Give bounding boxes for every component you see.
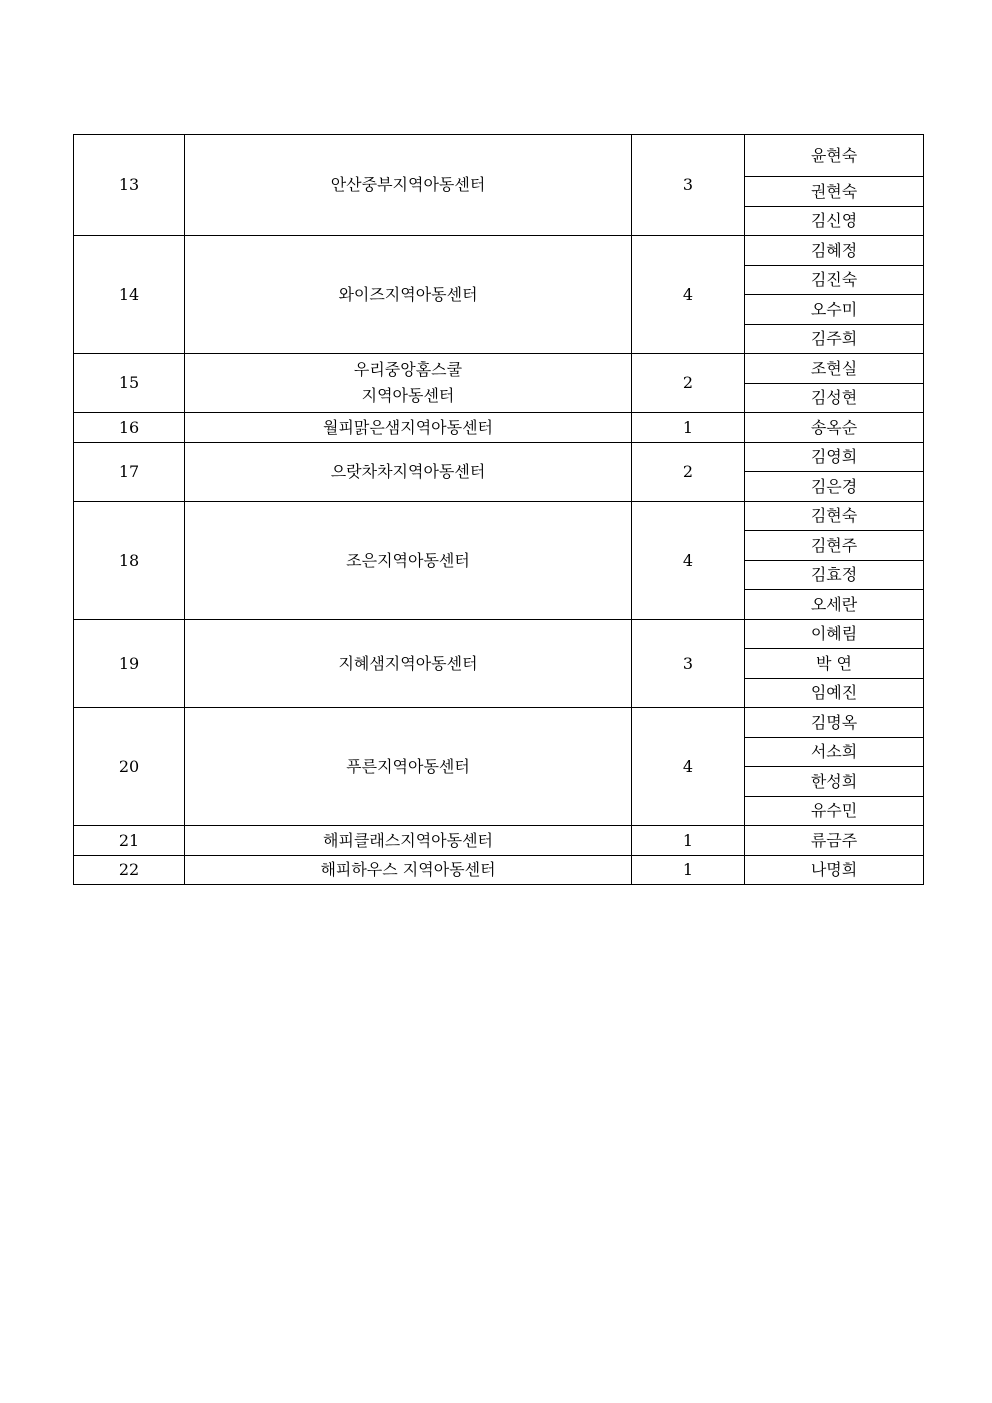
row-number: 20 [74, 708, 185, 826]
center-name-line-1: 우리중앙홈스쿨 [353, 360, 463, 379]
center-name: 월피맑은샘지역아동센터 [185, 413, 632, 443]
row-number: 19 [74, 620, 185, 708]
staff-name: 조현실 [745, 354, 924, 384]
staff-name: 송옥순 [745, 413, 924, 443]
staff-count: 1 [632, 826, 745, 856]
staff-name: 김명옥 [745, 708, 924, 738]
table-row [74, 502, 924, 531]
staff-name: 김신영 [745, 207, 924, 236]
table-row [74, 413, 924, 443]
table-row [74, 826, 924, 856]
center-staff-table [73, 134, 924, 885]
table-row [74, 708, 924, 738]
staff-count: 3 [632, 135, 745, 236]
row-number: 17 [74, 443, 185, 502]
row-number: 15 [74, 354, 185, 413]
center-name: 해피하우스 지역아동센터 [185, 856, 632, 885]
table-row [74, 443, 924, 472]
staff-name: 서소희 [745, 738, 924, 767]
row-number: 21 [74, 826, 185, 856]
center-name-line-2: 지역아동센터 [361, 386, 455, 405]
center-name [185, 354, 632, 413]
staff-name: 박 연 [745, 649, 924, 679]
staff-count: 3 [632, 620, 745, 708]
row-number: 18 [74, 502, 185, 620]
staff-name: 김현주 [745, 531, 924, 561]
row-number: 22 [74, 856, 185, 885]
table-row [74, 236, 924, 266]
staff-name: 유수민 [745, 797, 924, 826]
staff-name: 윤현숙 [745, 135, 924, 177]
staff-count: 2 [632, 443, 745, 502]
staff-name: 김주희 [745, 325, 924, 354]
staff-name: 류금주 [745, 826, 924, 856]
center-name: 푸른지역아동센터 [185, 708, 632, 826]
staff-name: 김성현 [745, 384, 924, 413]
staff-name: 김은경 [745, 472, 924, 502]
staff-name: 김영희 [745, 443, 924, 472]
staff-name: 김혜정 [745, 236, 924, 266]
table-row [74, 856, 924, 885]
staff-name: 오수미 [745, 295, 924, 325]
staff-name: 한성희 [745, 767, 924, 797]
row-number: 14 [74, 236, 185, 354]
center-name: 와이즈지역아동센터 [185, 236, 632, 354]
staff-name: 김현숙 [745, 502, 924, 531]
center-name: 안산중부지역아동센터 [185, 135, 632, 236]
staff-count: 4 [632, 502, 745, 620]
row-number: 16 [74, 413, 185, 443]
row-number: 13 [74, 135, 185, 236]
staff-count: 4 [632, 708, 745, 826]
table-row [74, 620, 924, 649]
staff-name: 김효정 [745, 561, 924, 590]
staff-count: 2 [632, 354, 745, 413]
staff-name: 이혜림 [745, 620, 924, 649]
staff-count: 1 [632, 413, 745, 443]
staff-name: 권현숙 [745, 177, 924, 207]
center-name: 해피클래스지역아동센터 [185, 826, 632, 856]
table-row [74, 354, 924, 384]
staff-name: 오세란 [745, 590, 924, 620]
center-name: 으랏차차지역아동센터 [185, 443, 632, 502]
center-name: 조은지역아동센터 [185, 502, 632, 620]
staff-count: 4 [632, 236, 745, 354]
table-row [74, 135, 924, 177]
staff-count: 1 [632, 856, 745, 885]
staff-name: 김진숙 [745, 266, 924, 295]
staff-name: 임예진 [745, 679, 924, 708]
center-name: 지혜샘지역아동센터 [185, 620, 632, 708]
staff-name: 나명희 [745, 856, 924, 885]
